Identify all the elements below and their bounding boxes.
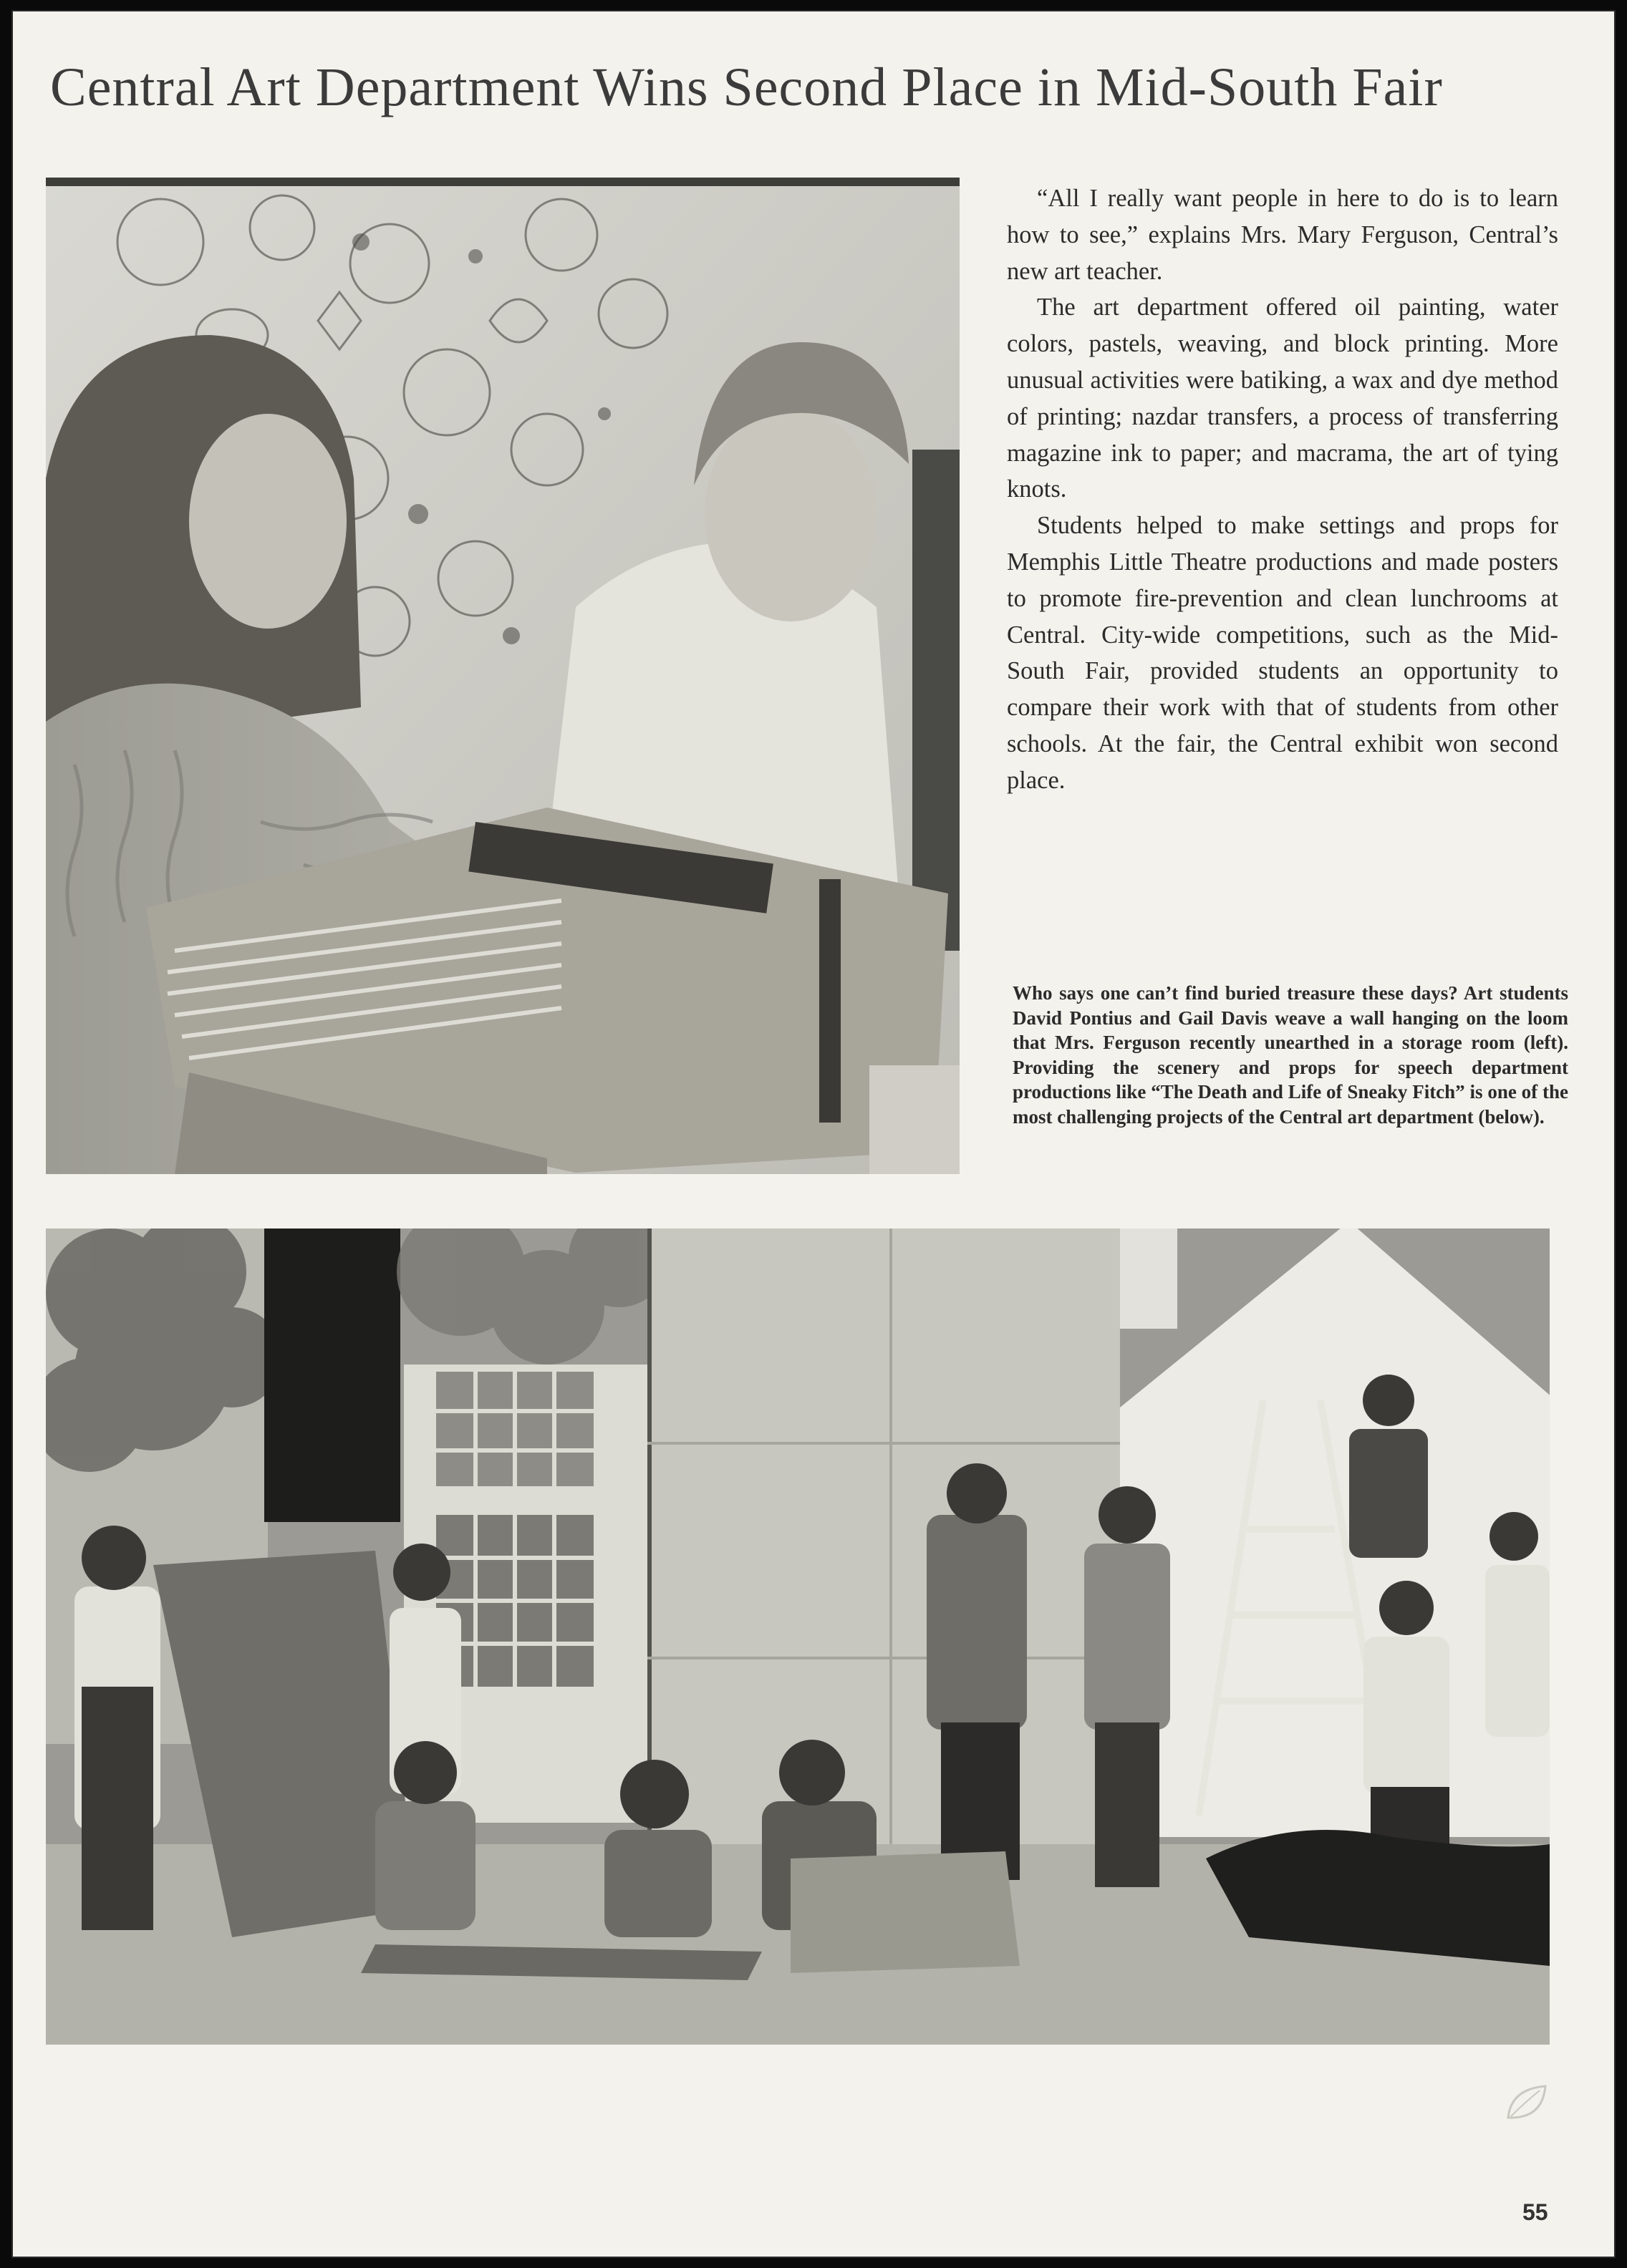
article-body xyxy=(1007,180,1558,799)
article-paragraph: The art department offered oil painting, water colors, pastels, weaving, and block printing. More unusual activities were batiking, a wax and dye method of printing; nazdar transfers, a process of transferring magazine ink to paper; and macrama, the art of tying knots. xyxy=(1007,294,1558,503)
yearbook-page xyxy=(11,10,1616,2258)
article-paragraph: “All I really want people in here to do is to learn how to see,” explains Mrs. Mary Ferguson, Central’s new art teacher. xyxy=(1007,185,1558,285)
page-number: 55 xyxy=(1522,2199,1548,2225)
article-paragraph: Students helped to make settings and props for Memphis Little Theatre productions and made posters to promote fire-prevention and clean lunchrooms at Central. City-wide competitions, such as the Mid-South Fair, provided students an opportunity to compare their work with that of students from other schools. At the fair, the Central exhibit won second place. xyxy=(1007,512,1558,794)
photo-caption: Who says one can’t find buried treasure these days? Art students David Pontius and Gail Davis weave a wall hanging on the loom that Mrs. Ferguson recently unearthed in a storage room (left). Providing the scenery and props for speech department productions like “The Death and Life of Sneaky Fitch” is one of the most challenging projects of the Central art department (below). xyxy=(1013,982,1568,1128)
page-headline: Central Art Department Wins Second Place in Mid-South Fair xyxy=(50,57,1443,117)
scenery-photo xyxy=(46,1228,1550,2045)
leaf-emblem-icon xyxy=(1502,2082,1548,2125)
loom-photo xyxy=(46,178,960,1174)
